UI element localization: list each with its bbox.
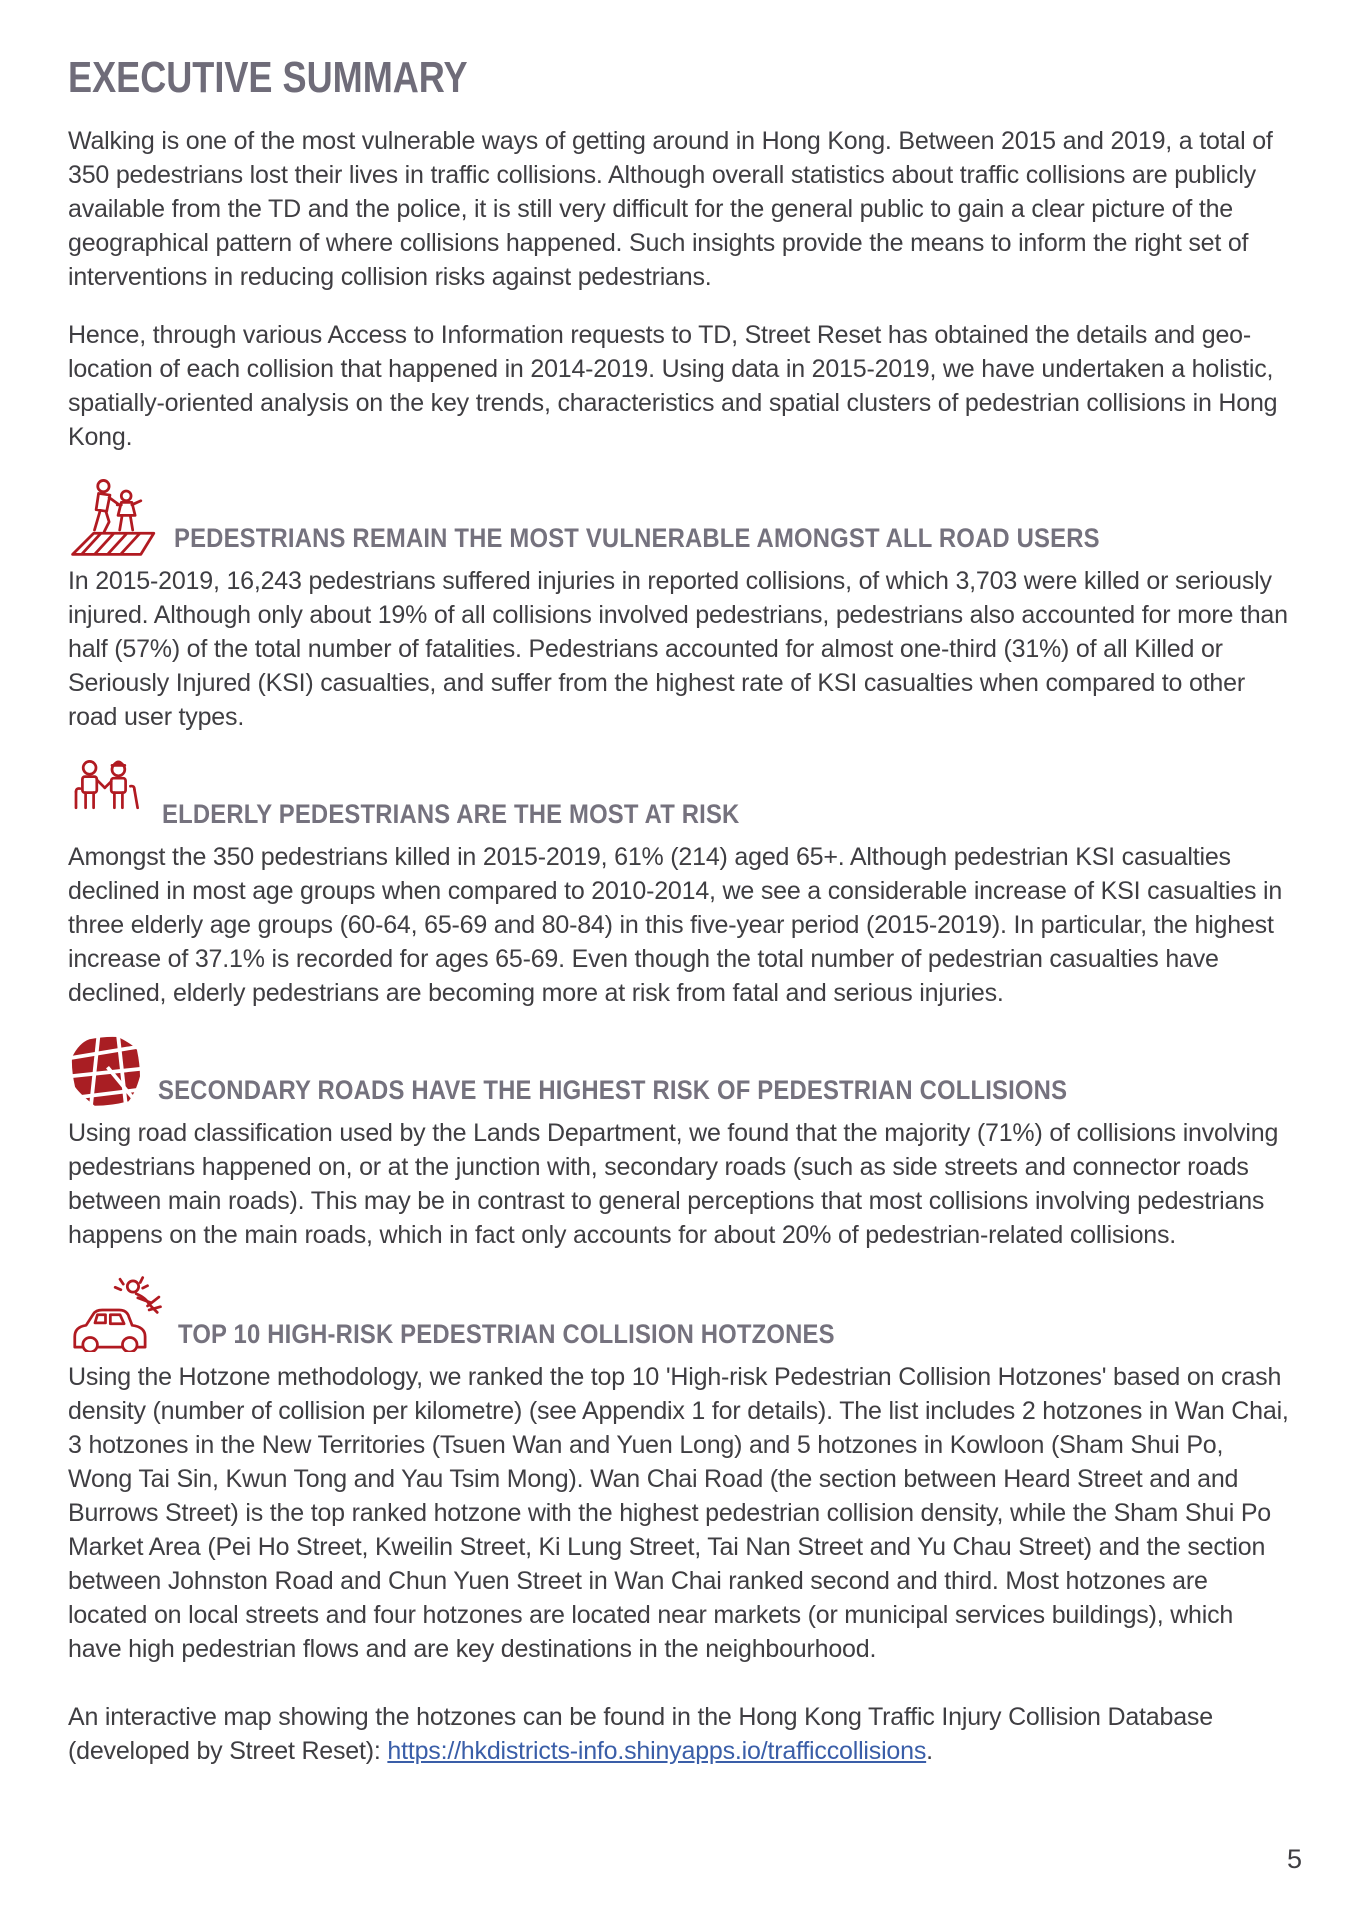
closing-text-before-link: An interactive map showing the hotzones can be found in the Hong Kong Traffic Injury Collision Database (developed by Street Reset): <box>68 1703 1213 1765</box>
closing-text-after-link: . <box>926 1737 933 1765</box>
intro-paragraph-1: Walking is one of the most vulnerable ways of getting around in Hong Kong. Between 2015 and 2019, a total of 350 pedestrians lost their lives in traffic collisions. Although overall statistics about traffic collisions are publicly available from the TD and the police, it is still very difficult for the general public to gain a clear picture of the geographical pattern of where collisions happened. Such insights provide the means to inform the right set of interventions in reducing collision risks against pedestrians. <box>68 127 1273 291</box>
section-heading-elderly: ELDERLY PEDESTRIANS ARE THE MOST AT RISK <box>162 799 740 829</box>
page-number: 5 <box>1286 1844 1302 1874</box>
section-heading-hotzones: TOP 10 HIGH-RISK PEDESTRIAN COLLISION HOTZONES <box>178 1319 835 1349</box>
car-collision-icon <box>68 1276 164 1352</box>
pedestrians-crossing-icon <box>68 478 160 556</box>
section-header-pedestrians <box>68 478 1290 556</box>
section-body-elderly: Amongst the 350 pedestrians killed in 2015-2019, 61% (214) aged 65+. Although pedestrian KSI casualties declined in most age groups when compared to 2010-2014, we see a considerable increase of KSI casualties in three elderly age groups (60-64, 65-69 and 80-84) in this five-year period (2015-2019). In particular, the highest increase of 37.1% is recorded for ages 65-69. Even though the total number of pedestrian casualties have declined, elderly pedestrians are becoming more at risk from fatal and serious injuries. <box>68 843 1283 1007</box>
page-title: EXECUTIVE SUMMARY <box>68 53 468 102</box>
section-header-elderly <box>68 758 1290 832</box>
section-heading-secondary-roads: SECONDARY ROADS HAVE THE HIGHEST RISK OF PEDESTRIAN COLLISIONS <box>158 1075 1068 1105</box>
section-header-hotzones <box>68 1276 1290 1352</box>
traffic-collision-database-link[interactable]: https://hkdistricts-info.shinyapps.io/trafficcollisions <box>387 1737 927 1765</box>
section-body-secondary-roads: Using road classification used by the Lands Department, we found that the majority (71%) of collisions involving pedestrians happened on, or at the junction with, secondary roads (such as side streets and connector roads between main roads). This may be in contrast to general perceptions that most collisions involving pedestrians happens on the main roads, which in fact only accounts for about 20% of pedestrian-related collisions. <box>68 1119 1279 1249</box>
intro-paragraph-2: Hence, through various Access to Information requests to TD, Street Reset has obtained the details and geo-location of each collision that happened in 2014-2019. Using data in 2015-2019, we have undertaken a holistic, spatially-oriented analysis on the key trends, characteristics and spatial clusters of pedestrian collisions in Hong Kong. <box>68 321 1278 451</box>
section-body-pedestrians: In 2015-2019, 16,243 pedestrians suffered injuries in reported collisions, of which 3,703 were killed or seriously injured. Although only about 19% of all collisions involved pedestrians, pedestrians also accounted for more than half (57%) of the total number of fatalities. Pedestrians accounted for almost one-third (31%) of all Killed or Seriously Injured (KSI) casualties, and suffer from the highest rate of KSI casualties when compared to other road user types. <box>68 567 1288 731</box>
section-header-secondary-roads <box>68 1034 1290 1108</box>
closing-paragraph <box>68 1700 1290 1768</box>
section-body-hotzones: Using the Hotzone methodology, we ranked the top 10 'High-risk Pedestrian Collision Hotzones' based on crash density (number of collision per kilometre) (see Appendix 1 for details). The list includes 2 hotzones in Wan Chai, 3 hotzones in the New Territories (Tsuen Wan and Yuen Long) and 5 hotzones in Kowloon (Sham Shui Po, Wong Tai Sin, Kwun Tong and Yau Tsim Mong). Wan Chai Road (the section between Heard Street and and Burrows Street) is the top ranked hotzone with the highest pedestrian collision density, while the Sham Shui Po Market Area (Pei Ho Street, Kweilin Street, Ki Lung Street, Tai Nan Street and Yu Chau Street) and the section between Johnston Road and Chun Yuen Street in Wan Chai ranked second and third. Most hotzones are located on local streets and four hotzones are located near markets (or municipal services buildings), which have high pedestrian flows and are key destinations in the neighbourhood. <box>68 1363 1289 1663</box>
elderly-pedestrians-icon <box>68 758 148 832</box>
road-map-icon <box>68 1034 144 1108</box>
section-heading-pedestrians: PEDESTRIANS REMAIN THE MOST VULNERABLE AMONGST ALL ROAD USERS <box>174 523 1100 553</box>
